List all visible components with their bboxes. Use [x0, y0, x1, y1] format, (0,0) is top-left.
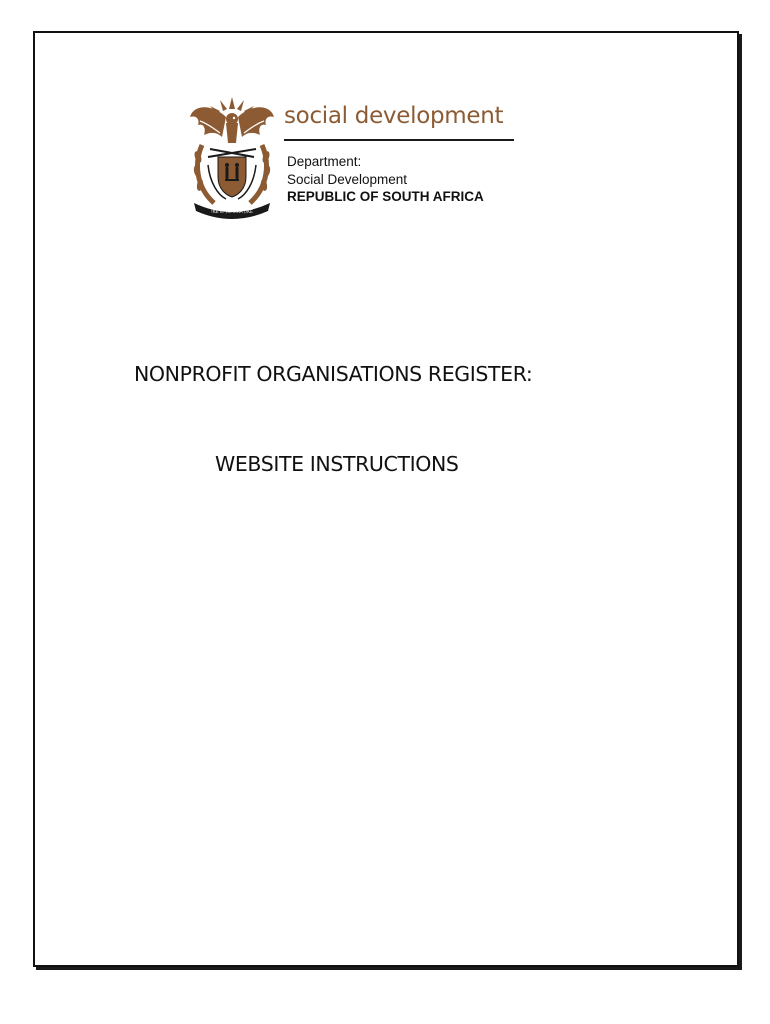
coat-of-arms-icon: [186, 95, 278, 219]
brand-divider: [284, 139, 514, 141]
department-name: Social Development: [287, 172, 408, 187]
department-label: Department:: [287, 154, 362, 169]
brand-title: social development: [284, 103, 504, 129]
country-name: REPUBLIC OF SOUTH AFRICA: [287, 189, 484, 204]
document-subtitle: WEBSITE INSTRUCTIONS: [215, 452, 459, 476]
motto-text: !KE E: /XARRA //KE: [211, 210, 253, 215]
document-title: NONPROFIT ORGANISATIONS REGISTER:: [134, 362, 533, 386]
